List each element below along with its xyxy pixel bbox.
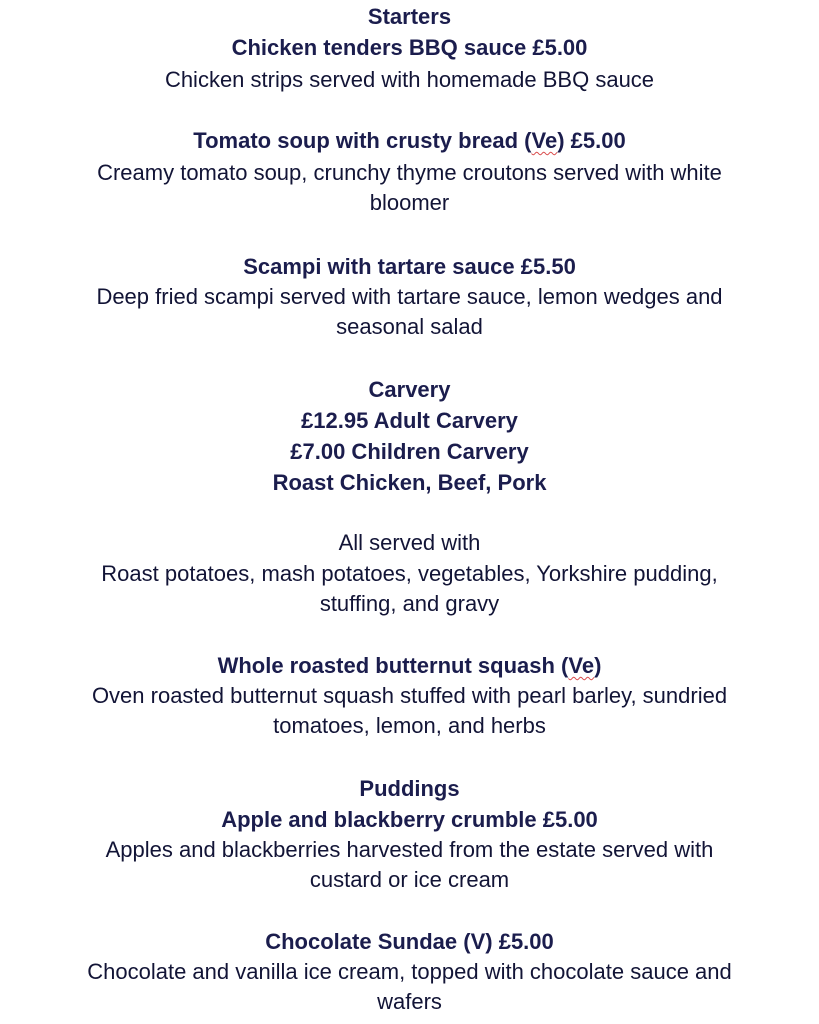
scampi-title: Scampi with tartare sauce £5.50 [243,254,576,279]
butternut-squash-title-start: Whole roasted butternut squash ( [217,653,569,678]
tomato-soup-title-start: Tomato soup with crusty bread ( [193,128,532,153]
butternut-squash-title-end: ) [594,653,602,678]
puddings-heading: Puddings [359,776,460,801]
tomato-soup-vegan-mark: Ve [531,128,558,153]
crumble-description-line-2: custard or ice cream [309,867,510,892]
sundae-title: Chocolate Sundae (V) £5.00 [265,929,554,954]
served-with-line-1: Roast potatoes, mash potatoes, vegetables, Yorkshire pudding, [101,561,718,586]
butternut-squash-vegan-mark: Ve [568,653,595,678]
children-carvery-price: £7.00 Children Carvery [290,439,529,464]
tomato-soup-title-price: ) £5.00 [557,128,626,153]
butternut-squash-description-line-2: tomatoes, lemon, and herbs [273,713,546,738]
served-with-line-2: stuffing, and gravy [319,591,500,616]
crumble-title: Apple and blackberry crumble £5.00 [221,807,598,832]
carvery-heading: Carvery [368,377,451,402]
carvery-meats: Roast Chicken, Beef, Pork [272,470,547,495]
starters-heading: Starters [367,4,452,29]
tomato-soup-description-line-1: Creamy tomato soup, crunchy thyme croutons served with white [97,160,722,185]
tomato-soup-description-line-2: bloomer [369,190,450,215]
sundae-description-line-2: wafers [377,989,442,1014]
served-with-intro: All served with [338,530,481,555]
scampi-description-line-2: seasonal salad [336,314,483,339]
chicken-tenders-title: Chicken tenders BBQ sauce £5.00 [231,35,588,60]
crumble-description-line-1: Apples and blackberries harvested from the estate served with [105,837,714,862]
scampi-description-line-1: Deep fried scampi served with tartare sauce, lemon wedges and [96,284,723,309]
tomato-soup-title [0,126,819,156]
adult-carvery-price: £12.95 Adult Carvery [301,408,518,433]
butternut-squash-title [0,651,819,681]
butternut-squash-description-line-1: Oven roasted butternut squash stuffed with pearl barley, sundried [91,683,728,708]
chicken-tenders-description: Chicken strips served with homemade BBQ sauce [164,67,655,92]
sundae-description-line-1: Chocolate and vanilla ice cream, topped with chocolate sauce and [87,959,732,984]
